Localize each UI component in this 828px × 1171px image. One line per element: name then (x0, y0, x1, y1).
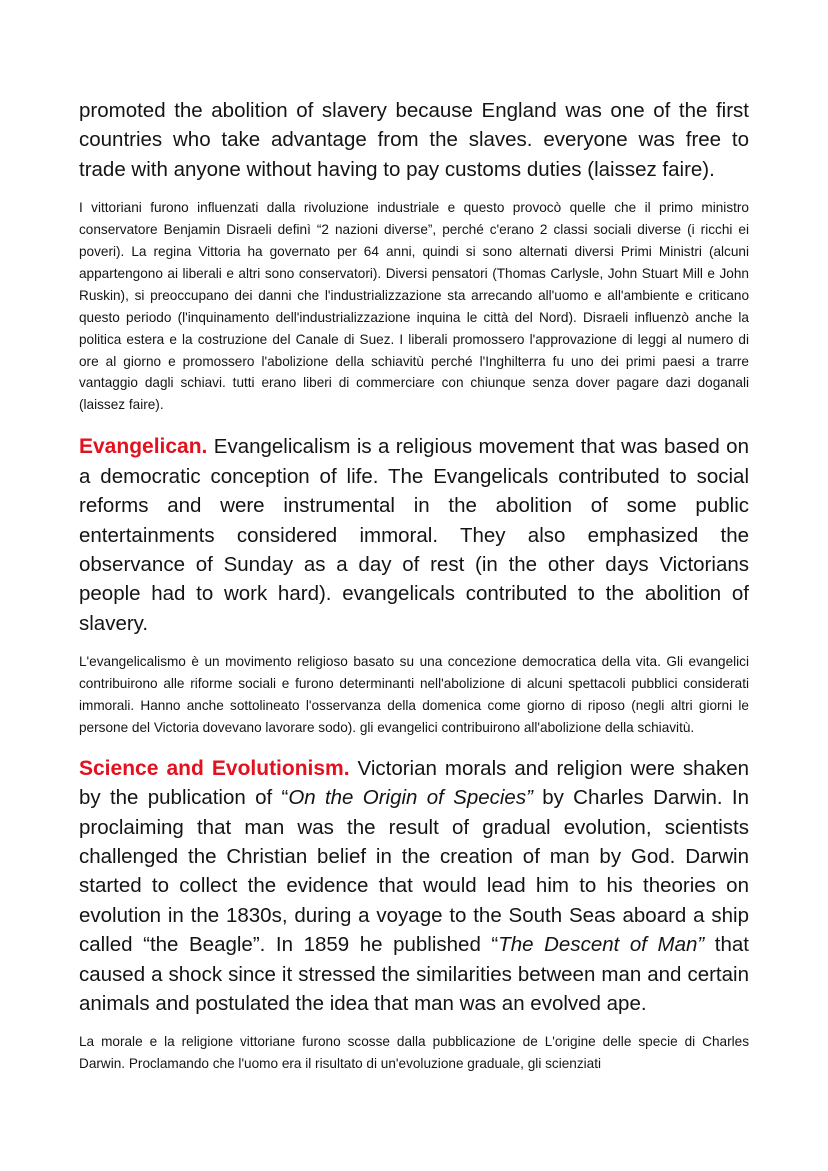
origin-of-species-title: On the Origin of Species” (288, 786, 533, 810)
science-english-text-part2: by Charles Darwin. In proclaiming that man was the result of gradual evolution, scientists challenged the Christian belief in the creation of man by God. Darwin started to collect the evidence that would lead him to his theories on evolution in the 1830s, during a voyage to the South Seas aboard a ship called “the Beagle”. In 1859 he published “ (79, 786, 749, 957)
evangelican-italian-paragraph: L'evangelicalismo è un movimento religioso basato su una concezione democratica della vita. Gli evangelici contribuirono alle riforme sociali e furono determinanti nell'abolizione di alcuni spettacoli pubblici considerati immorali. Hanno anche sottolineato l'osservanza della domenica come giorno di riposo (negli altri giorni le persone del Victoria dovevano lavorare sodo). gli evangelici contribuirono all'abolizione della schiavitù. (79, 654, 749, 735)
science-english-text-part1: Victorian morals and religion were shaken by the publication of “ (79, 756, 749, 810)
evangelican-english-text: Evangelicalism is a religious movement that was based on a democratic conception of life. The Evangelicals contributed to social reforms and were instrumental in the abolition of some public entertainments considered immoral. They also emphasized the observance of Sunday as a day of rest (in the other days Victorians people had to work hard). evangelicals contributed to the abolition of slavery. (79, 435, 749, 635)
science-italian-paragraph: La morale e la religione vittoriane furono scosse dalla pubblicazione de L'origine delle specie di Charles Darwin. Proclamando che l'uomo era il risultato di un'evoluzione graduale, gli scienziati (79, 1034, 749, 1072)
descent-of-man-title: The Descent of Man” (498, 933, 705, 957)
document-page (79, 96, 749, 1075)
evangelican-english-paragraph (79, 432, 749, 638)
science-english-paragraph (79, 754, 749, 1019)
science-heading: Science and Evolutionism. (79, 756, 350, 780)
science-english-text-part3: that caused a shock since it stressed the similarities between man and certain animals and postulated the idea that man was an evolved ape. (79, 933, 749, 1015)
evangelican-heading: Evangelican. (79, 435, 208, 459)
intro-italian-paragraph: I vittoriani furono influenzati dalla rivoluzione industriale e questo provocò quelle che il primo ministro conservatore Benjamin Disraeli definì “2 nazioni diverse”, perché c'erano 2 classi sociali diverse (i ricchi ei poveri). La regina Vittoria ha governato per 64 anni, quindi si sono alternati diversi Primi Ministri (alcuni appartengono ai liberali e altri sono conservatori). Diversi pensatori (Thomas Carlysle, John Stuart Mill e John Ruskin), si preoccupano dei danni che l'industrializzazione sta arrecando all'uomo e all'ambiente e criticano questo periodo (l'inquinamento dell'industrializzazione inquina le città del Nord). Disraeli influenzò anche la politica estera e la costruzione del Canale di Suez. I liberali promossero l'approvazione di leggi al numero di ore al giorno e promossero l'abolizione della schiavitù perché l'Inghilterra fu uno dei primi paesi a trarre vantaggio dagli schiavi. tutti erano liberi di commerciare con chiunque senza dover pagare dazi doganali (laissez faire). (79, 200, 749, 413)
intro-english-paragraph: promoted the abolition of slavery because England was one of the first countries who take advantage from the slaves. everyone was free to trade with anyone without having to pay customs duties (laissez faire). (79, 99, 749, 181)
